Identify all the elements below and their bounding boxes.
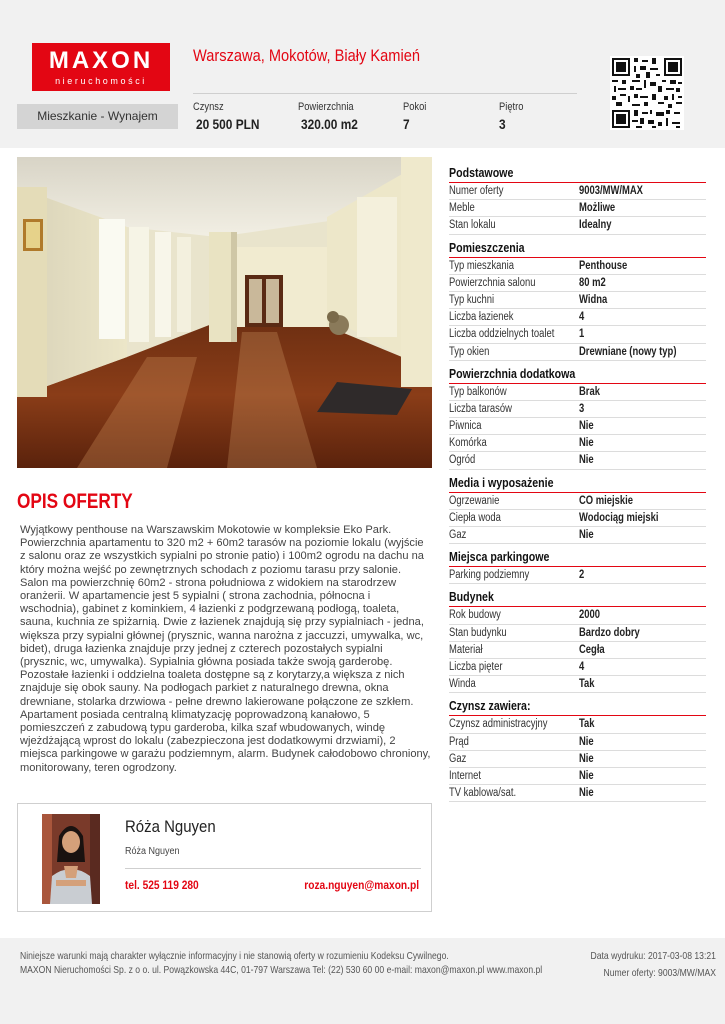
- property-details: [449, 166, 706, 808]
- footer-meta: [591, 949, 716, 980]
- description-title: OPIS OFERTY: [17, 490, 133, 513]
- stat-value: 20 500 PLN: [196, 116, 260, 132]
- detail-row: [449, 642, 706, 659]
- agent-email-link[interactable]: roza.nguyen@maxon.pl: [304, 878, 419, 892]
- detail-value: Widna: [579, 293, 608, 306]
- detail-value: 2: [579, 569, 585, 582]
- section-heading: [449, 241, 706, 258]
- detail-label: Liczba pięter: [449, 660, 503, 673]
- detail-label: Ciepła woda: [449, 511, 501, 524]
- detail-value: Nie: [579, 752, 594, 765]
- stat-label: Czynsz: [193, 101, 224, 113]
- detail-section: [449, 166, 706, 235]
- section-heading-text: Powierzchnia dodatkowa: [449, 366, 576, 381]
- detail-value: Tak: [579, 678, 595, 691]
- detail-label: Numer oferty: [449, 185, 504, 197]
- section-heading-text: Podstawowe: [449, 166, 514, 180]
- agent-avatar: [42, 814, 100, 904]
- detail-label: Parking podziemny: [449, 569, 530, 582]
- stat-floor: [499, 101, 528, 132]
- detail-value: Nie: [579, 769, 594, 782]
- detail-row: [449, 625, 706, 642]
- listing-title: Warszawa, Mokotów, Biały Kamień: [193, 46, 420, 65]
- logo-tagline: nieruchomości: [55, 76, 147, 86]
- section-heading-text: Czynsz zawiera:: [449, 699, 531, 714]
- detail-section: [449, 590, 706, 693]
- print-date: Data wydruku: 2017-03-08 13:21: [590, 950, 716, 962]
- detail-label: Piwnica: [449, 420, 482, 433]
- qr-code-icon: [610, 56, 684, 130]
- detail-value: Brak: [579, 385, 600, 398]
- detail-label: Typ kuchni: [449, 293, 495, 306]
- agent-name: Róża Nguyen: [125, 817, 216, 836]
- footer-offer-number: Numer oferty: 9003/MW/MAX: [603, 967, 716, 979]
- section-heading-text: Budynek: [449, 590, 494, 605]
- stat-area: [298, 101, 368, 132]
- detail-row: [449, 493, 706, 510]
- detail-row: [449, 275, 706, 292]
- footer-disclaimer: Niniejsze warunki mają charakter wyłącznie informacyjny i nie stanowią oferty w rozumieniu Kodeksu Cywilnego.: [20, 950, 449, 962]
- detail-row: [449, 567, 706, 584]
- detail-label: Typ mieszkania: [449, 259, 514, 272]
- detail-value: 1: [579, 328, 585, 341]
- section-heading: [449, 699, 706, 716]
- detail-row: [449, 751, 706, 768]
- footer-legal: [20, 949, 542, 977]
- detail-label: Powierzchnia salonu: [449, 276, 536, 289]
- detail-value: 2000: [579, 609, 600, 622]
- detail-value: Drewniane (nowy typ): [579, 345, 677, 358]
- detail-row: [449, 452, 706, 469]
- header-divider: [193, 93, 577, 94]
- detail-value: Nie: [579, 529, 594, 541]
- detail-label: Internet: [449, 769, 481, 782]
- detail-row: [449, 309, 706, 326]
- detail-value: Penthouse: [579, 259, 628, 272]
- detail-label: Komórka: [449, 437, 487, 450]
- detail-label: Ogrzewanie: [449, 494, 500, 507]
- detail-row: [449, 292, 706, 309]
- section-heading: [449, 166, 706, 183]
- detail-label: Ogród: [449, 454, 476, 467]
- detail-row: [449, 716, 706, 733]
- detail-label: Czynsz administracyjny: [449, 718, 548, 731]
- detail-value: 4: [579, 311, 585, 324]
- detail-label: Rok budowy: [449, 609, 501, 622]
- detail-row: [449, 527, 706, 544]
- detail-value: Tak: [579, 718, 595, 731]
- detail-row: [449, 785, 706, 802]
- detail-label: Liczba tarasów: [449, 402, 512, 415]
- detail-label: Liczba łazienek: [449, 311, 514, 324]
- stat-label: Pokoi: [403, 101, 427, 113]
- detail-row: [449, 401, 706, 418]
- detail-label: Winda: [449, 678, 476, 691]
- detail-section: [449, 241, 706, 361]
- detail-value: Nie: [579, 437, 594, 450]
- stat-rooms: [403, 101, 431, 132]
- section-heading-text: Pomieszczenia: [449, 240, 525, 255]
- detail-label: Typ okien: [449, 345, 490, 358]
- detail-row: [449, 435, 706, 452]
- property-photo[interactable]: [17, 157, 432, 468]
- detail-section: [449, 367, 706, 470]
- section-heading: [449, 367, 706, 384]
- maxon-logo[interactable]: [32, 43, 170, 91]
- detail-row: [449, 183, 706, 200]
- detail-row: [449, 734, 706, 751]
- detail-value: Możliwe: [579, 202, 616, 215]
- detail-label: Typ balkonów: [449, 385, 507, 398]
- detail-value: 4: [579, 660, 585, 673]
- detail-label: Meble: [449, 202, 475, 215]
- detail-value: Nie: [579, 735, 594, 748]
- detail-row: [449, 510, 706, 527]
- stat-value: 7: [403, 116, 410, 132]
- detail-label: Stan lokalu: [449, 219, 496, 232]
- detail-row: [449, 344, 706, 361]
- detail-value: Wodociąg miejski: [579, 511, 659, 524]
- detail-value: 80 m2: [579, 276, 606, 289]
- detail-label: TV kablowa/sat.: [449, 787, 517, 800]
- section-heading: [449, 550, 706, 567]
- stat-label: Piętro: [499, 101, 524, 113]
- detail-row: [449, 768, 706, 785]
- section-heading-text: Media i wyposażenie: [449, 475, 554, 490]
- detail-value: Nie: [579, 787, 594, 800]
- stat-price: [193, 101, 271, 132]
- logo-name: MAXON: [48, 47, 154, 74]
- listing-type-badge: Mieszkanie - Wynajem: [17, 104, 178, 129]
- detail-label: Gaz: [449, 529, 467, 541]
- detail-row: [449, 326, 706, 343]
- detail-value: Idealny: [579, 219, 612, 232]
- detail-row: [449, 258, 706, 275]
- detail-label: Liczba oddzielnych toalet: [449, 328, 555, 341]
- section-heading: [449, 476, 706, 493]
- section-heading-text: Miejsca parkingowe: [449, 550, 550, 565]
- agent-card: [17, 803, 432, 912]
- stat-value: 3: [499, 116, 506, 132]
- detail-value: Bardzo dobry: [579, 626, 640, 639]
- detail-label: Gaz: [449, 752, 467, 765]
- detail-row: [449, 200, 706, 217]
- detail-row: [449, 418, 706, 435]
- detail-value: Cegła: [579, 643, 605, 656]
- stat-label: Powierzchnia: [298, 101, 354, 113]
- detail-section: [449, 699, 706, 802]
- agent-phone-link[interactable]: tel. 525 119 280: [125, 878, 199, 892]
- detail-value: 9003/MW/MAX: [579, 185, 643, 197]
- detail-value: Nie: [579, 420, 594, 433]
- detail-section: [449, 476, 706, 545]
- detail-row: [449, 607, 706, 624]
- footer-company-info: MAXON Nieruchomości Sp. z o o. ul. Powązkowska 44C, 01-797 Warszawa Tel: (22) 530 60 00 e-mail: maxon@maxon.pl www.maxon.pl: [20, 964, 543, 976]
- detail-row: [449, 384, 706, 401]
- detail-value: 3: [579, 402, 585, 415]
- detail-row: [449, 217, 706, 234]
- stat-value: 320.00 m2: [301, 116, 358, 132]
- footer: [0, 938, 725, 1024]
- header: [0, 0, 725, 148]
- detail-value: CO miejskie: [579, 494, 633, 507]
- description-text: Wyjątkowy penthouse na Warszawskim Mokotowie w kompleksie Eko Park. Powierzchnia apartamentu to 320 m2 + 60m2 tarasów na poziomie lokalu (wyjście z salonu oraz ze wszystkich sypialni po stronie patio) i 100m2 ogrodu na dachu na który można wejść po zewnętrznych schodach z poziomu tarasu przy salonie. Salon ma powierzchnię 60m2 - strona południowa z widokiem na starodrzew oranżerii. W apartamencie jest 5 sypialni ( strona zachodnia, północna i wschodnia), gabinet z kominkiem, 4 łazienki z podgrzewaną podłogą, toaleta, sauna, kuchnia ze spiżarnią. Dwie z łazienek znajdują się przy sypialniach - jedna, większa przy sypialni głównej (prysznic, wanna narożna z jaccuzzi, umywalka, wc, bidet), druga łazienka znajduje przy jednej z czterech pozostałych sypialni (prysznic, wc, umywalka). Sypialnia główna posiada także swoją garderobę. Pozostałe łazienki i oddzielna toaleta dostępne są z korytarzy,a większa z nich znajduje się obok sauny. Na podłogach parkiet z naturalnego drewna, okna drewniane, stolarka drzwiowa - pełne drewno lakierowane połączone ze szkłem. Apartament posiada centralną klimatyzację poprowadzoną kanałowo, 5 pomieszczeń z zabudową typu garderoba, kilka szaf wbudowanych, windę wjeżdżającą wprost do lokalu (zabezpieczona jest dodatkowymi drzwiami), 2 miejsca parkingowe w garażu podziemnym, alarm. Budynek całodobowo chroniony, monitorowany, teren ogrodzony.: [20, 524, 431, 774]
- detail-section: [449, 550, 706, 584]
- agent-divider: [125, 868, 421, 869]
- detail-row: [449, 659, 706, 676]
- detail-value: Nie: [579, 454, 594, 467]
- agent-subtitle: Róża Nguyen: [125, 846, 180, 857]
- detail-label: Prąd: [449, 735, 469, 748]
- detail-label: Materiał: [449, 643, 483, 656]
- detail-label: Stan budynku: [449, 626, 507, 639]
- section-heading: [449, 590, 706, 607]
- detail-row: [449, 676, 706, 693]
